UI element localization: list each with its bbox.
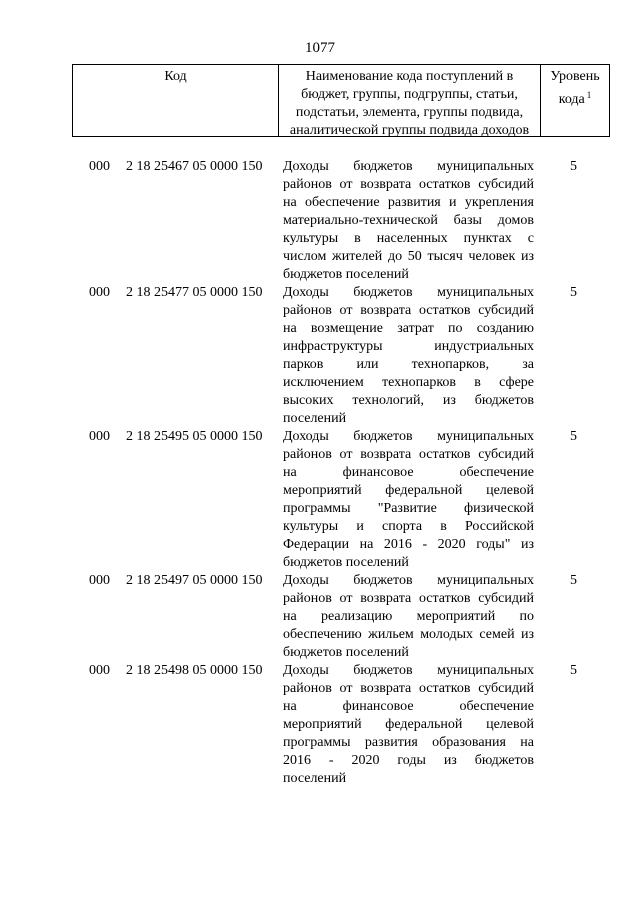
code-level: 5 — [570, 159, 577, 174]
income-name-line: на обеспечение развития и укрепления — [283, 195, 534, 210]
income-name-line: Федерации на 2016 - 2020 годы" из — [283, 537, 534, 552]
header-name-line: бюджет, группы, подгруппы, статьи, — [301, 87, 518, 102]
income-name-line: парков или технопарков, за — [283, 357, 534, 372]
income-name-line: районов от возврата остатков субсидий — [283, 447, 534, 462]
header-name-line: Наименование кода поступлений в — [305, 69, 514, 84]
income-name-line: обеспечению жильем молодых семей из — [283, 627, 534, 642]
income-name-line: инфраструктуры индустриальных — [283, 339, 534, 354]
income-name-line: числом жителей до 50 тысяч человек из — [283, 249, 534, 264]
income-name-line: районов от возврата остатков субсидий — [283, 303, 534, 318]
income-name-line: бюджетов поселений — [283, 555, 409, 570]
page-number: 1077 — [305, 40, 335, 56]
income-name-line: на финансовое обеспечение — [283, 699, 534, 714]
income-name — [283, 572, 534, 662]
income-name-line: Доходы бюджетов муниципальных — [283, 663, 534, 678]
income-name-line: материально-технической базы домов — [283, 213, 534, 228]
code-level: 5 — [570, 573, 577, 588]
income-name-line: Доходы бюджетов муниципальных — [283, 429, 534, 444]
income-name-line: мероприятий федеральной целевой — [283, 483, 534, 498]
footnote-marker: 1 — [586, 90, 592, 100]
table-row — [0, 158, 640, 284]
income-name-line: на реализацию мероприятий по — [283, 609, 534, 624]
admin-code: 000 — [89, 429, 110, 444]
code-level: 5 — [570, 285, 577, 300]
header-level-line: кода — [558, 92, 585, 107]
table-body — [0, 158, 640, 788]
table-header — [72, 64, 610, 137]
income-name-line: Доходы бюджетов муниципальных — [283, 573, 534, 588]
header-level — [541, 65, 609, 136]
income-name — [283, 284, 534, 428]
income-name-line: поселений — [283, 771, 347, 786]
income-name-line: мероприятий федеральной целевой — [283, 717, 534, 732]
table-row — [0, 284, 640, 428]
income-name-line: бюджетов поселений — [283, 267, 409, 282]
admin-code: 000 — [89, 573, 110, 588]
income-code: 2 18 25467 05 0000 150 — [126, 159, 263, 174]
income-name-line: исключением технопарков в сфере — [283, 375, 534, 390]
admin-code: 000 — [89, 159, 110, 174]
header-name-line: аналитической группы подвида доходов — [289, 123, 530, 138]
table-row — [0, 572, 640, 662]
header-code — [73, 65, 279, 136]
income-code: 2 18 25495 05 0000 150 — [126, 429, 263, 444]
income-code: 2 18 25477 05 0000 150 — [126, 285, 263, 300]
income-name-line: районов от возврата остатков субсидий — [283, 681, 534, 696]
header-level-line: Уровень — [550, 69, 600, 84]
income-name-line: на финансовое обеспечение — [283, 465, 534, 480]
table-row — [0, 428, 640, 572]
income-name — [283, 428, 534, 572]
income-name-line: Доходы бюджетов муниципальных — [283, 285, 534, 300]
header-code-label: Код — [164, 69, 187, 84]
admin-code: 000 — [89, 663, 110, 678]
income-name — [283, 662, 534, 788]
header-name — [279, 65, 541, 136]
income-code: 2 18 25498 05 0000 150 — [126, 663, 263, 678]
income-code: 2 18 25497 05 0000 150 — [126, 573, 263, 588]
income-name-line: культуры и спорта в Российской — [283, 519, 534, 534]
income-name-line: высоких технологий, из бюджетов — [283, 393, 534, 408]
income-name-line: программы развития образования на — [283, 735, 534, 750]
income-name-line: поселений — [283, 411, 347, 426]
income-name-line: районов от возврата остатков субсидий — [283, 591, 534, 606]
header-name-line: подстатьи, элемента, группы подвида, — [295, 105, 524, 120]
admin-code: 000 — [89, 285, 110, 300]
income-name-line: культуры в населенных пунктах с — [283, 231, 534, 246]
income-name-line: Доходы бюджетов муниципальных — [283, 159, 534, 174]
income-name-line: районов от возврата остатков субсидий — [283, 177, 534, 192]
table-row — [0, 662, 640, 788]
income-name-line: 2016 - 2020 годы из бюджетов — [283, 753, 534, 768]
income-name-line: программы "Развитие физической — [283, 501, 534, 516]
income-name-line: на возмещение затрат по созданию — [283, 321, 534, 336]
income-name — [283, 158, 534, 284]
code-level: 5 — [570, 429, 577, 444]
income-name-line: бюджетов поселений — [283, 645, 409, 660]
code-level: 5 — [570, 663, 577, 678]
